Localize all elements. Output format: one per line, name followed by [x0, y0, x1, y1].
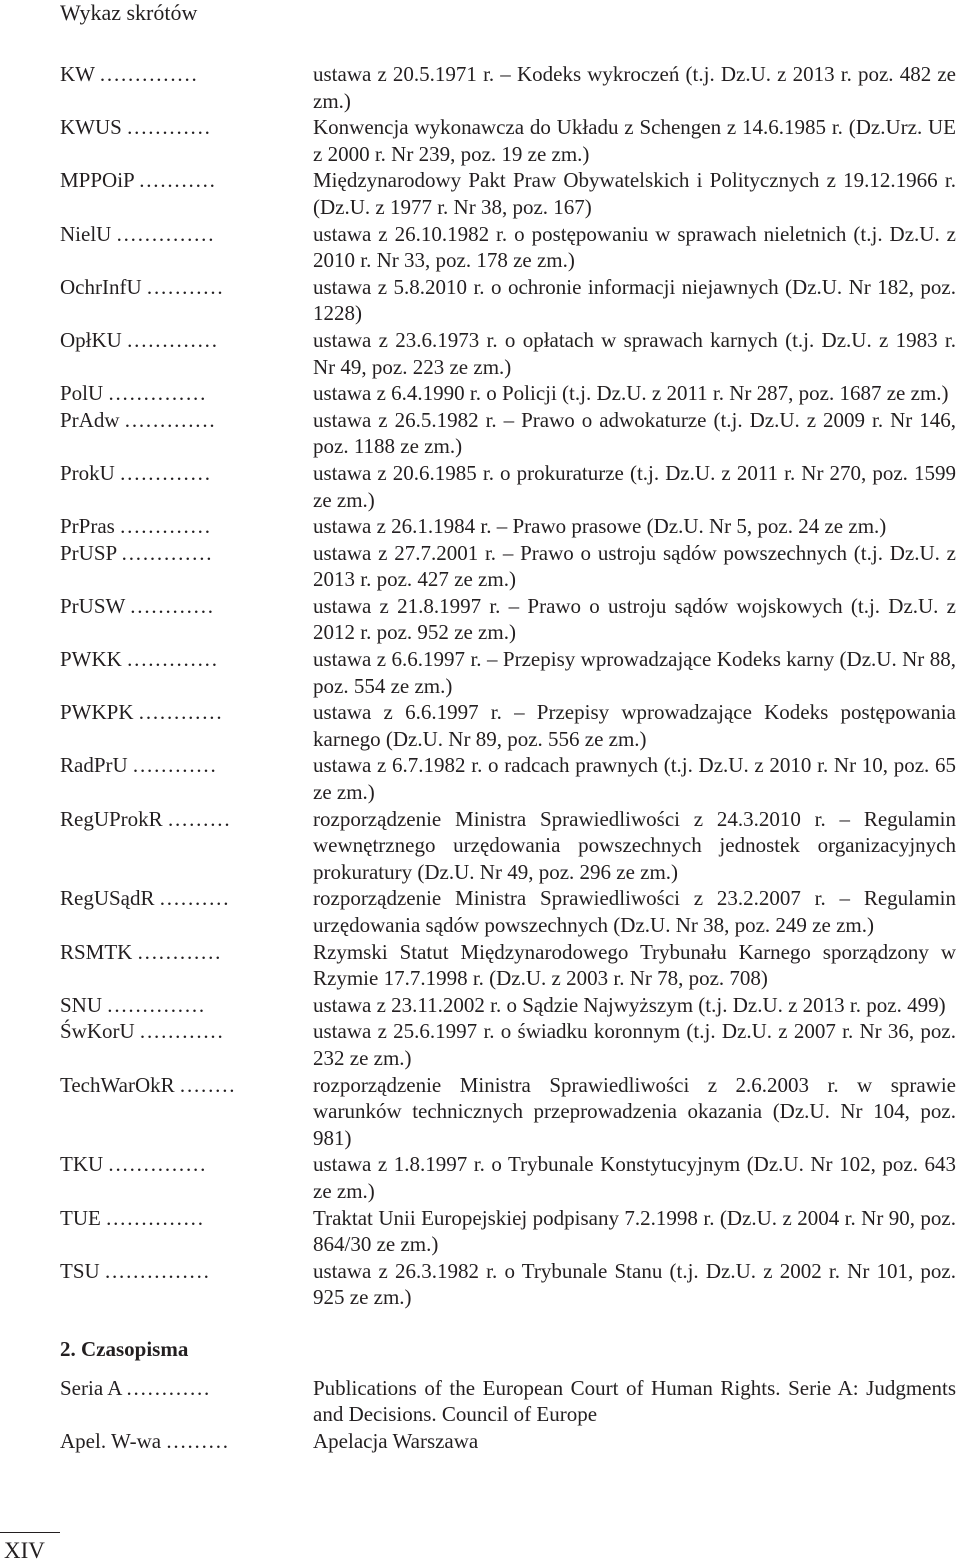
abbreviation-term-cell [60, 1258, 313, 1285]
abbreviation-term-cell [60, 1205, 313, 1232]
abbreviation-term-cell [60, 327, 313, 354]
abbreviation-entry [60, 540, 956, 593]
dot-leader: .......... [159, 886, 231, 911]
abbreviation-entry [60, 114, 956, 167]
abbreviation-term-cell [60, 380, 313, 407]
abbreviation-entry [60, 1258, 956, 1311]
abbreviation-definition: rozporządzenie Ministra Sprawiedliwości z 23.2.2007 r. – Regulamin urzędowania sądów powszechnych (Dz.U. Nr 38, poz. 249 ze zm.) [313, 886, 956, 937]
abbreviation-entry [60, 992, 956, 1019]
abbreviation-entry [60, 1205, 956, 1258]
abbreviation-entry [60, 752, 956, 805]
abbreviation-entry [60, 1151, 956, 1204]
abbreviation-definition: Publications of the European Court of Human Rights. Serie A: Judgments and Decisions. Council of Europe [313, 1375, 956, 1427]
abbreviation-definition: ustawa z 6.6.1997 r. – Przepisy wprowadzające Kodeks karny (Dz.U. Nr 88, poz. 554 ze zm.) [313, 647, 956, 698]
abbreviation-term-cell [60, 460, 313, 487]
abbreviation-definition: ustawa z 1.8.1997 r. o Trybunale Konstytucyjnym (Dz.U. Nr 102, poz. 643 ze zm.) [313, 1152, 956, 1203]
abbreviation-term-cell [60, 699, 313, 726]
dot-leader: ........ [179, 1072, 237, 1097]
abbreviation-term: TUE [60, 1205, 101, 1230]
abbreviation-definition: ustawa z 26.5.1982 r. – Prawo o adwokaturze (t.j. Dz.U. z 2009 r. Nr 146, poz. 1188 ze zm.) [313, 407, 956, 459]
dot-leader: ........... [146, 274, 225, 299]
footer-rule [0, 1532, 60, 1533]
abbreviation-entry [60, 513, 956, 540]
abbreviation-entry [60, 593, 956, 646]
abbreviation-entry [60, 407, 956, 460]
abbreviation-entry [60, 460, 956, 513]
abbreviation-definition: ustawa z 20.5.1971 r. – Kodeks wykroczeń (t.j. Dz.U. z 2013 r. poz. 482 ze zm.) [313, 62, 956, 113]
abbreviation-term: RadPrU [60, 753, 128, 778]
abbreviation-definition: ustawa z 26.10.1982 r. o postępowaniu w sprawach nieletnich (t.j. Dz.U. z 2010 r. Nr 33, poz. 178 ze zm.) [313, 221, 956, 273]
dot-leader: ............ [126, 1375, 212, 1400]
abbreviation-term-cell [60, 274, 313, 301]
abbreviation-section-statutes [60, 61, 956, 1311]
abbreviation-entry [60, 1072, 956, 1152]
abbreviation-definition: ustawa z 23.6.1973 r. o opłatach w sprawach karnych (t.j. Dz.U. z 1983 r. Nr 49, poz. 223 ze zm.) [313, 327, 956, 379]
dot-leader: ............. [127, 327, 219, 352]
abbreviation-definition: ustawa z 25.6.1997 r. o świadku koronnym (t.j. Dz.U. z 2007 r. Nr 36, poz. 232 ze zm.) [313, 1019, 956, 1070]
dot-leader: ............. [124, 407, 217, 432]
abbreviation-entry [60, 1375, 956, 1428]
abbreviation-definition: ustawa z 27.7.2001 r. – Prawo o ustroju sądów powszechnych (t.j. Dz.U. z 2013 r. poz. 427 ze zm.) [313, 540, 956, 592]
abbreviation-term: PWKPK [60, 700, 134, 725]
abbreviation-term: PrUSW [60, 593, 125, 618]
abbreviation-definition: Konwencja wykonawcza do Układu z Schengen z 14.6.1985 r. (Dz.Urz. UE z 2000 r. Nr 239, poz. 19 ze zm.) [313, 115, 956, 166]
abbreviation-term: MPPOiP [60, 168, 134, 193]
abbreviation-term-cell [60, 885, 313, 912]
dot-leader: .............. [99, 62, 199, 86]
abbreviation-entry [60, 327, 956, 380]
abbreviation-term: PrAdw [60, 407, 120, 432]
dot-leader: .............. [116, 221, 216, 246]
abbreviation-entry [60, 806, 956, 886]
abbreviation-term-cell [60, 806, 313, 833]
abbreviation-term-cell [60, 1151, 313, 1178]
abbreviation-term-cell [60, 221, 313, 248]
abbreviation-term-cell [60, 1072, 313, 1099]
abbreviation-term: TechWarOkR [60, 1072, 175, 1097]
abbreviation-term-cell [60, 992, 313, 1019]
abbreviation-term-cell [60, 1018, 313, 1045]
abbreviation-term-cell [60, 61, 313, 88]
abbreviation-definition: ustawa z 23.11.2002 r. o Sądzie Najwyższym (t.j. Dz.U. z 2013 r. poz. 499) [313, 992, 946, 1017]
abbreviation-entry [60, 939, 956, 992]
dot-leader: ............ [137, 939, 223, 964]
dot-leader: ............ [138, 700, 224, 725]
abbreviation-entry [60, 885, 956, 938]
abbreviation-term-cell [60, 752, 313, 779]
abbreviation-term-cell [60, 1428, 313, 1455]
dot-leader: ............ [132, 753, 218, 778]
abbreviation-term: PrPras [60, 514, 115, 539]
dot-leader: .............. [107, 992, 206, 1017]
dot-leader: .............. [106, 1205, 205, 1230]
abbreviation-term: KWUS [60, 115, 122, 140]
abbreviation-term: PrUSP [60, 540, 117, 565]
dot-leader: ............. [120, 514, 212, 539]
abbreviation-term: KW [60, 62, 95, 86]
abbreviation-term-cell [60, 540, 313, 567]
abbreviation-term-cell [60, 1375, 313, 1402]
abbreviation-term: Seria A [60, 1375, 122, 1400]
abbreviation-term: PolU [60, 381, 104, 406]
abbreviation-term: TSU [60, 1258, 100, 1283]
abbreviation-entry [60, 699, 956, 752]
dot-leader: ............... [104, 1258, 211, 1283]
abbreviation-section-journals [60, 1375, 956, 1455]
abbreviation-definition: ustawa z 6.7.1982 r. o radcach prawnych (t.j. Dz.U. z 2010 r. Nr 10, poz. 65 ze zm.) [313, 753, 956, 805]
abbreviation-term: ŚwKorU [60, 1019, 135, 1044]
dot-leader: ......... [167, 806, 232, 831]
dot-leader: ............. [120, 460, 212, 485]
abbreviation-definition: Traktat Unii Europejskiej podpisany 7.2.1998 r. (Dz.U. z 2004 r. Nr 90, poz. 864/30 ze zm.) [313, 1205, 956, 1257]
abbreviation-entry [60, 274, 956, 327]
abbreviation-entry [60, 61, 956, 114]
abbreviation-term: ProkU [60, 460, 115, 485]
running-head: Wykaz skrótów [60, 0, 198, 25]
abbreviation-definition: ustawa z 26.1.1984 r. – Prawo prasowe (Dz.U. Nr 5, poz. 24 ze zm.) [313, 514, 887, 539]
abbreviation-definition: rozporządzenie Ministra Sprawiedliwości z 2.6.2003 r. w sprawie warunków technicznych przeprowadzenia okazania (Dz.U. Nr 104, poz. 981) [313, 1072, 956, 1150]
abbreviation-term: OchrInfU [60, 274, 142, 299]
abbreviation-term: TKU [60, 1152, 104, 1177]
abbreviation-definition: ustawa z 6.4.1990 r. o Policji (t.j. Dz.U. z 2011 r. Nr 287, poz. 1687 ze zm.) [313, 381, 949, 406]
abbreviation-term: NielU [60, 221, 112, 246]
dot-leader: .............. [108, 381, 208, 406]
abbreviation-entry [60, 167, 956, 220]
abbreviation-list [60, 61, 956, 1454]
abbreviation-entry [60, 1018, 956, 1071]
abbreviation-term-cell [60, 407, 313, 434]
abbreviation-term-cell [60, 646, 313, 673]
abbreviation-term: RSMTK [60, 939, 133, 964]
abbreviation-definition: rozporządzenie Ministra Sprawiedliwości z 24.3.2010 r. – Regulamin wewnętrznego urzędowania powszechnych jednostek organizacyjnych prokuratury (Dz.U. Nr 49, poz. 296 ze zm.) [313, 806, 956, 884]
abbreviation-definition: ustawa z 21.8.1997 r. – Prawo o ustroju sądów wojskowych (t.j. Dz.U. z 2012 r. poz. 952 ze zm.) [313, 593, 956, 645]
section-heading-journals: 2. Czasopisma [60, 1336, 189, 1361]
dot-leader: ............ [139, 1019, 225, 1044]
abbreviation-entry [60, 1428, 956, 1455]
page-number: XIV [4, 1538, 45, 1563]
dot-leader: ............ [127, 115, 212, 140]
abbreviation-definition: Międzynarodowy Pakt Praw Obywatelskich i Politycznych z 19.12.1966 r. (Dz.U. z 1977 r. Nr 38, poz. 167) [313, 168, 956, 219]
abbreviation-term: RegUProkR [60, 806, 163, 831]
dot-leader: ......... [166, 1428, 230, 1453]
abbreviation-definition: ustawa z 5.8.2010 r. o ochronie informacji niejawnych (Dz.U. Nr 182, poz. 1228) [313, 274, 956, 326]
abbreviation-definition: Apelacja Warszawa [313, 1428, 479, 1453]
abbreviation-term: SNU [60, 992, 103, 1017]
abbreviation-term: RegUSądR [60, 886, 155, 911]
abbreviation-term: Apel. W-wa [60, 1428, 162, 1453]
abbreviation-definition: ustawa z 6.6.1997 r. – Przepisy wprowadzające Kodeks postępowania karnego (Dz.U. Nr 89, poz. 556 ze zm.) [313, 700, 956, 751]
abbreviation-definition: Rzymski Statut Międzynarodowego Trybunału Karnego sporządzony w Rzymie 17.7.1998 r. (Dz.U. z 2003 r. Nr 78, poz. 708) [313, 939, 956, 991]
abbreviation-entry [60, 221, 956, 274]
abbreviation-entry [60, 646, 956, 699]
abbreviation-definition: ustawa z 26.3.1982 r. o Trybunale Stanu (t.j. Dz.U. z 2002 r. Nr 101, poz. 925 ze zm.) [313, 1258, 956, 1310]
dot-leader: .............. [108, 1152, 208, 1177]
abbreviation-term: OpłKU [60, 327, 122, 352]
abbreviation-term-cell [60, 167, 313, 194]
abbreviation-term-cell [60, 593, 313, 620]
dot-leader: ........... [139, 168, 217, 193]
dot-leader: ............. [127, 647, 219, 672]
dot-leader: ............ [130, 593, 215, 618]
abbreviation-entry [60, 380, 956, 407]
abbreviation-term: PWKK [60, 647, 122, 672]
abbreviation-term-cell [60, 513, 313, 540]
abbreviation-term-cell [60, 939, 313, 966]
dot-leader: ............. [121, 540, 214, 565]
abbreviation-term-cell [60, 114, 313, 141]
abbreviation-definition: ustawa z 20.6.1985 r. o prokuraturze (t.j. Dz.U. z 2011 r. Nr 270, poz. 1599 ze zm.) [313, 460, 956, 512]
